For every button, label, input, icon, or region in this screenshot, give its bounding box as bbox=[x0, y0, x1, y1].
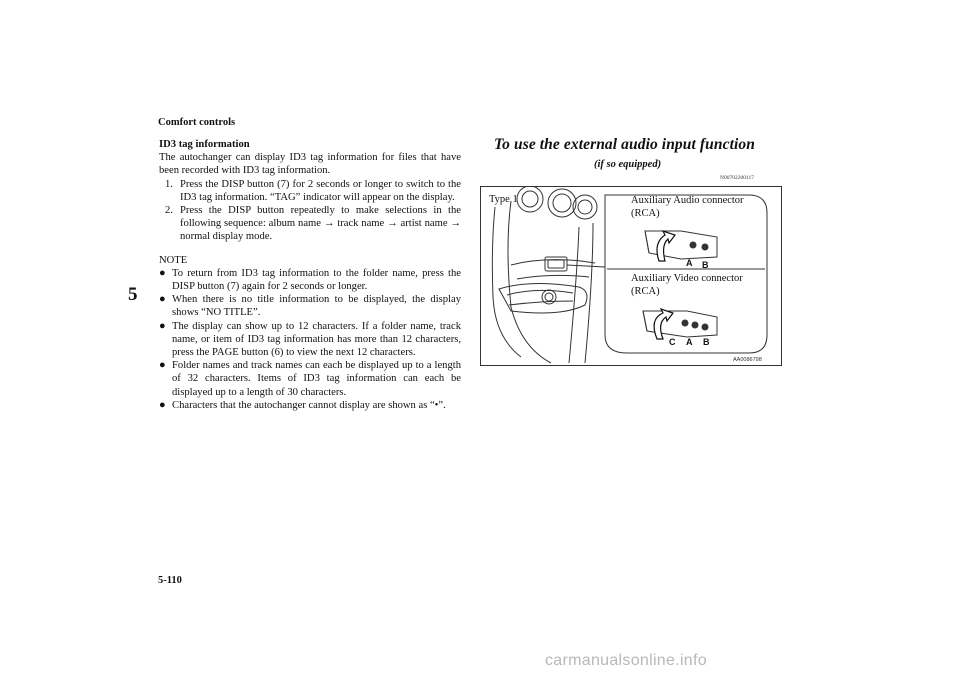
bullet-icon: ● bbox=[159, 293, 166, 306]
video-jack-letter: B bbox=[703, 337, 710, 347]
video-jack-letter: A bbox=[686, 337, 693, 347]
bullet-icon: ● bbox=[159, 398, 166, 411]
right-section-title: To use the external audio input function bbox=[494, 136, 755, 153]
audio-jack-letter: B bbox=[702, 260, 709, 270]
note-text: To return from ID3 tag information to the folder name, press the DISP button (7) again for 2 seconds or longer. bbox=[172, 267, 461, 293]
figure-code: AA0086798 bbox=[733, 357, 762, 363]
step-item bbox=[159, 178, 461, 204]
video-connector-type: (RCA) bbox=[631, 286, 660, 297]
right-section-subtitle: (if so equipped) bbox=[594, 159, 662, 170]
note-text: The display can show up to 12 characters. If a folder name, track name, or item of ID3 tag information has more than 12 characters, press the PAGE button (6) to view the next 12 characters. bbox=[172, 320, 461, 359]
note-item bbox=[159, 293, 461, 319]
intro-paragraph: The autochanger can display ID3 tag information for files that have been recorded with ID3 tag information. bbox=[159, 152, 461, 177]
step-text: Press the DISP button repeatedly to make selections in the following sequence: album name → track name → artist name → normal display mode. bbox=[180, 205, 461, 243]
step-number: 1. bbox=[165, 178, 173, 190]
step-item bbox=[159, 204, 461, 244]
note-item bbox=[159, 359, 461, 399]
video-connector-label: Auxiliary Video connector bbox=[631, 273, 743, 284]
video-jack-letter: C bbox=[669, 337, 676, 347]
audio-jack-letter: A bbox=[686, 258, 693, 268]
note-list bbox=[159, 267, 461, 412]
note-item bbox=[159, 399, 461, 412]
chapter-number: 5 bbox=[128, 284, 138, 305]
section-header: Comfort controls bbox=[158, 117, 236, 128]
watermark: carmanualsonline.info bbox=[545, 652, 707, 669]
note-text: Characters that the autochanger cannot display are shown as “•”. bbox=[172, 399, 446, 411]
section-code: N00702200117 bbox=[720, 175, 755, 181]
step-number: 2. bbox=[165, 205, 173, 217]
connector-figure bbox=[480, 186, 782, 366]
bullet-icon: ● bbox=[159, 266, 166, 279]
step-list bbox=[159, 178, 461, 244]
note-item bbox=[159, 320, 461, 360]
note-text: Folder names and track names can each be displayed up to a length of 32 characters. Items of ID3 tag information can each be displayed up to a length of 30 characters. bbox=[172, 360, 461, 398]
page-number: 5-110 bbox=[158, 575, 182, 586]
step-text: Press the DISP button (7) for 2 seconds or longer to switch to the ID3 tag information. “TAG” indicator will appear on the display. bbox=[180, 178, 461, 203]
bullet-icon: ● bbox=[159, 359, 166, 372]
bullet-icon: ● bbox=[159, 319, 166, 332]
note-label: NOTE bbox=[159, 254, 188, 266]
note-text: When there is no title information to be displayed, the display shows “NO TITLE”. bbox=[172, 294, 461, 319]
section-title: ID3 tag information bbox=[159, 139, 250, 150]
note-item bbox=[159, 267, 461, 293]
type-label: Type 1 bbox=[489, 194, 518, 205]
audio-connector-type: (RCA) bbox=[631, 208, 660, 219]
left-column bbox=[159, 138, 461, 412]
audio-connector-label: Auxiliary Audio connector bbox=[631, 195, 744, 206]
